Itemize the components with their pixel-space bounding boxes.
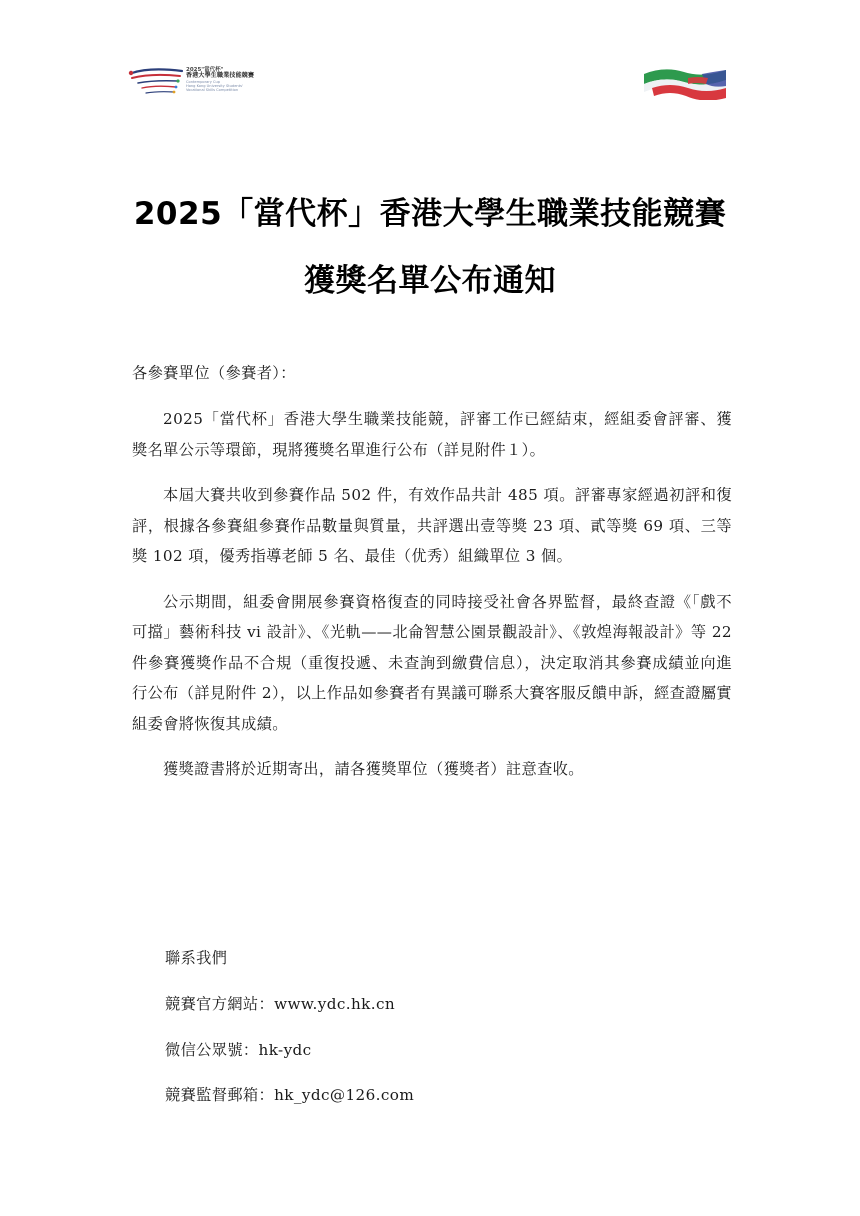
contact-website: 競賽官方網站：www.ydc.hk.cn — [165, 995, 396, 1013]
logo-line-5: Vocational Skills Competition — [186, 87, 239, 92]
contact-email: 競賽監督郵箱：hk_ydc@126.com — [165, 1086, 415, 1104]
page-title-line-1: 2025「當代杯」香港大學生職業技能競賽 — [133, 196, 727, 232]
contact-heading: 聯系我們 — [165, 949, 228, 967]
logo-wordmark — [186, 67, 254, 93]
paragraph-results: 本屆大賽共收到參賽作品 502 件，有效作品共計 485 項。評審專家經過初評和復評，根據各參賽組參賽作品數量與質量，共評選出壹等獎 23 項、貳等獎 69 項、三等獎 102 項，優秀指導老師 5 名、最佳（优秀）組織單位 3 個。 — [132, 486, 732, 565]
logo-line-1: 2025"當代杯" — [186, 67, 224, 73]
paragraph-certificates: 獲獎證書將於近期寄出，請各獲獎單位（獲獎者）註意查收。 — [163, 760, 584, 778]
page-title-line-2: 獲獎名單公布通知 — [304, 263, 556, 299]
paragraph-review: 公示期間，組委會開展參賽資格復查的同時接受社會各界監督，最終查證《「戲不可擋」藝術科技 vi 設計》、《光軌——北侖智慧公園景觀設計》、《敦煌海報設計》等 22 件參賽獲獎作品不合規（重復投遞、未查詢到繳費信息），決定取消其參賽成績並向進行公布（詳見附件 2），以上作品如參賽者有異議可聯系大賽客服反饋申訴，經查證屬實組委會將恢復其成績。 — [132, 592, 733, 733]
logo-line-3: Contemporary Cup — [186, 79, 221, 84]
logo-line-4: Hong Kong University Students' — [186, 83, 243, 88]
flag-ribbon-icon — [642, 66, 728, 100]
paragraph-intro: 2025「當代杯」香港大學生職業技能競，評審工作已經結束，經組委會評審、獲獎名單公示等環節，現將獲獎名單進行公布（詳見附件１）。 — [132, 410, 732, 459]
contact-wechat: 微信公眾號：hk-ydc — [165, 1041, 312, 1059]
flag-ribbon-logo — [642, 66, 728, 100]
logo-line-2: 香港大學生職業技能競賽 — [186, 72, 255, 80]
competition-logo — [128, 63, 258, 99]
logo-emblem-icon — [128, 63, 186, 99]
salutation: 各參賽單位（參賽者）： — [132, 364, 296, 382]
body-paragraphs — [132, 404, 732, 800]
